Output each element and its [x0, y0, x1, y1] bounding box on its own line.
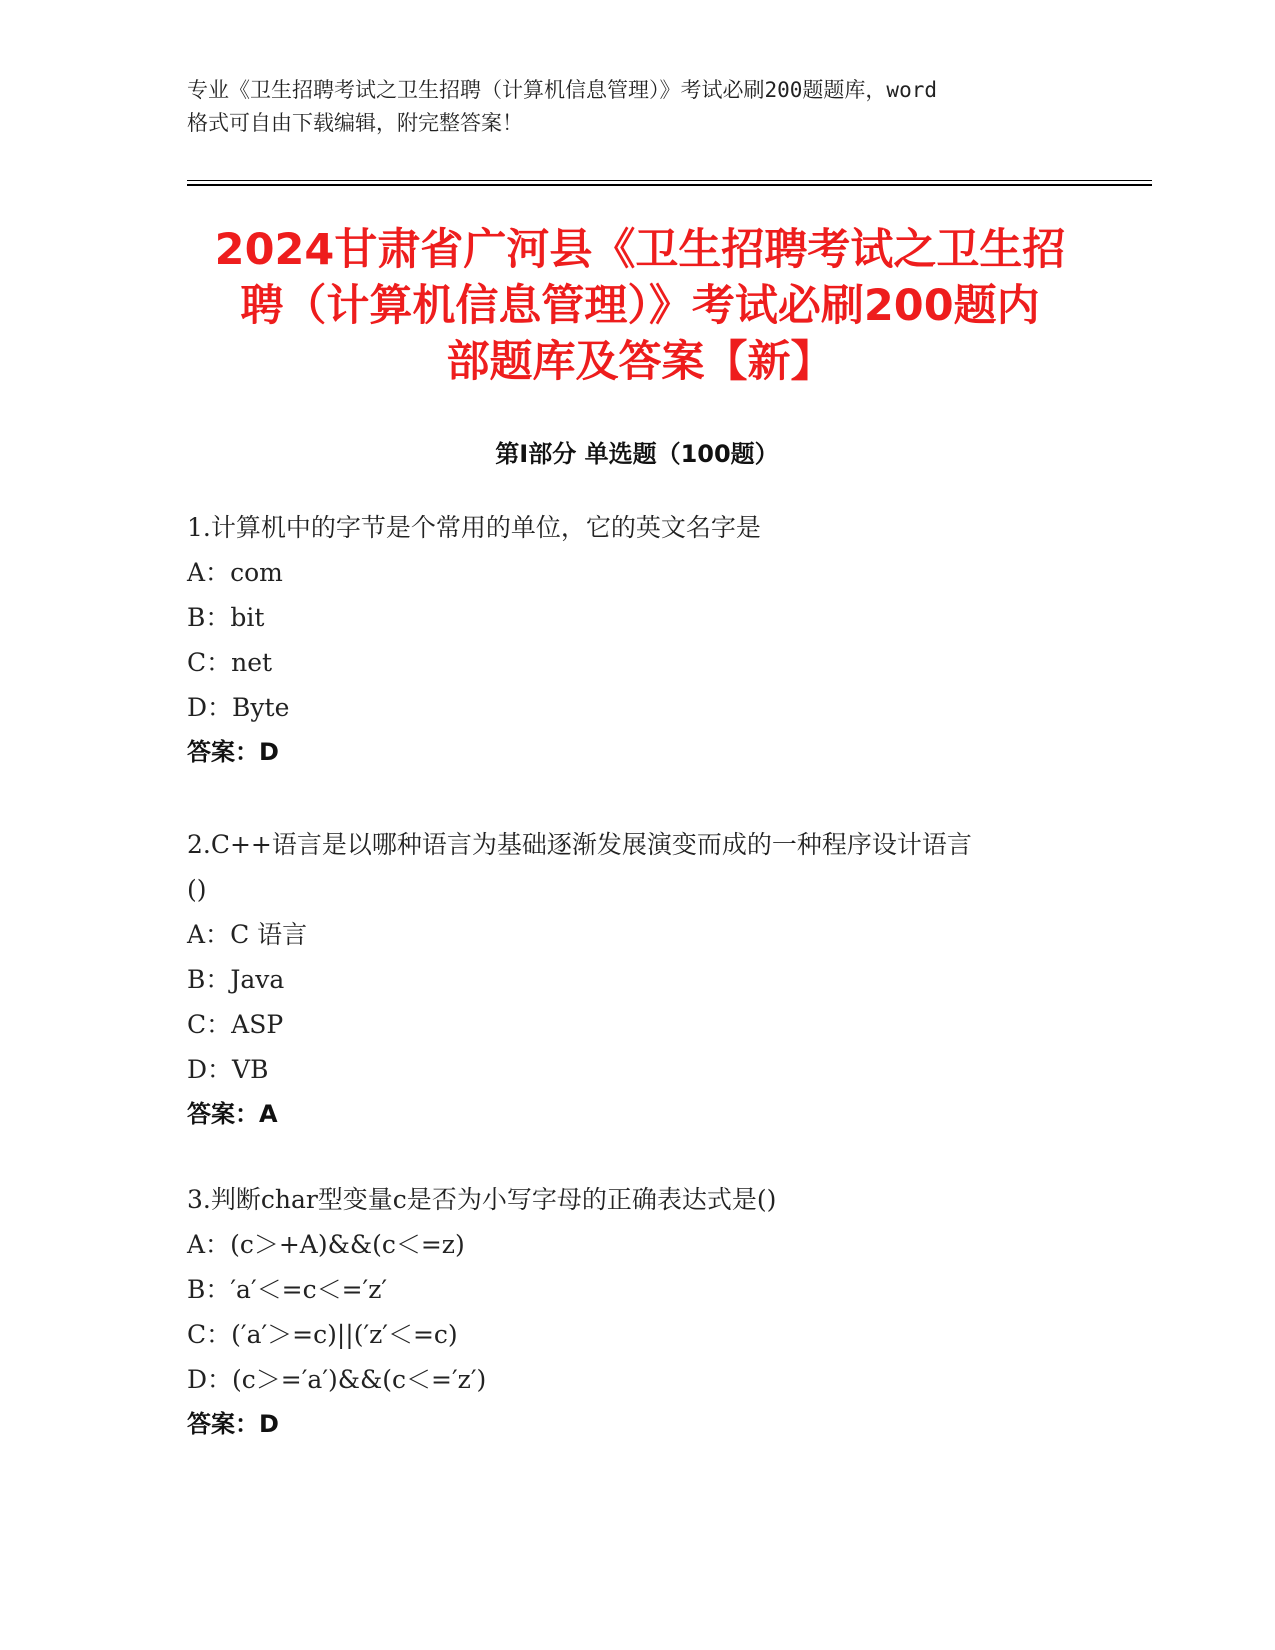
section-heading: 第Ⅰ部分 单选题（100题）: [495, 440, 779, 468]
option-letter: D：: [187, 1365, 233, 1394]
option-text: ′a′＜=c＜=′z′: [230, 1275, 388, 1304]
option-text: (′a′＞=c)||(′z′＜=c): [231, 1320, 458, 1349]
option-text: Byte: [232, 693, 290, 722]
option-text: VB: [232, 1055, 269, 1084]
option-text: (c＞=′a′)&&(c＜=′z′): [232, 1365, 487, 1394]
title-line-1: 2024甘肃省广河县《卫生招聘考试之卫生招: [214, 225, 1066, 275]
question-stem: 2.C++语言是以哪种语言为基础逐渐发展演变而成的一种程序设计语言: [187, 830, 972, 859]
option-text: (c＞+A)&&(c＜=z): [230, 1230, 465, 1259]
option-letter: A：: [187, 1230, 231, 1259]
option-b: [187, 1267, 1087, 1312]
option-b: [187, 957, 1087, 1002]
option-text: net: [231, 648, 273, 677]
option-c: [187, 1312, 1087, 1357]
header-note: [187, 74, 1087, 140]
question-1: [187, 505, 1087, 775]
answer-key: 答案：D: [187, 738, 279, 766]
option-text: Java: [230, 965, 285, 994]
question-3: [187, 1177, 1087, 1447]
option-c: [187, 1002, 1087, 1047]
option-a: [187, 550, 1087, 595]
option-a: [187, 1222, 1087, 1267]
option-text: bit: [230, 603, 265, 632]
option-letter: B：: [187, 965, 231, 994]
option-text: C 语言: [230, 920, 308, 949]
option-d: [187, 1357, 1087, 1402]
option-letter: D：: [187, 693, 233, 722]
answer-key: 答案：D: [187, 1410, 279, 1438]
option-letter: C：: [187, 1010, 232, 1039]
option-letter: B：: [187, 603, 231, 632]
header-divider-thin: [187, 180, 1152, 181]
option-letter: C：: [187, 648, 232, 677]
question-stem: 1.计算机中的字节是个常用的单位，它的英文名字是: [187, 513, 761, 542]
question-2: [187, 822, 1087, 1137]
option-letter: C：: [187, 1320, 232, 1349]
answer-key: 答案：A: [187, 1100, 278, 1128]
option-text: com: [230, 558, 283, 587]
title-line-3: 部题库及答案【新】: [446, 337, 834, 387]
header-divider-thick: [187, 184, 1152, 186]
option-text: ASP: [231, 1010, 284, 1039]
option-d: [187, 685, 1087, 730]
option-a: [187, 912, 1087, 957]
option-b: [187, 595, 1087, 640]
option-letter: A：: [187, 920, 231, 949]
option-letter: D：: [187, 1055, 233, 1084]
option-letter: A：: [187, 558, 231, 587]
question-stem-continued: (): [187, 875, 207, 904]
header-note-line-1: 专业《卫生招聘考试之卫生招聘（计算机信息管理）》考试必刷200题题库，word: [187, 78, 937, 102]
title-line-2: 聘（计算机信息管理）》考试必刷200题内: [240, 281, 1040, 331]
option-letter: B：: [187, 1275, 231, 1304]
question-stem: 3.判断char型变量c是否为小写字母的正确表达式是(): [187, 1185, 777, 1214]
option-d: [187, 1047, 1087, 1092]
header-note-line-2: 格式可自由下载编辑，附完整答案！: [187, 111, 523, 135]
option-c: [187, 640, 1087, 685]
document-title: [190, 222, 1090, 390]
